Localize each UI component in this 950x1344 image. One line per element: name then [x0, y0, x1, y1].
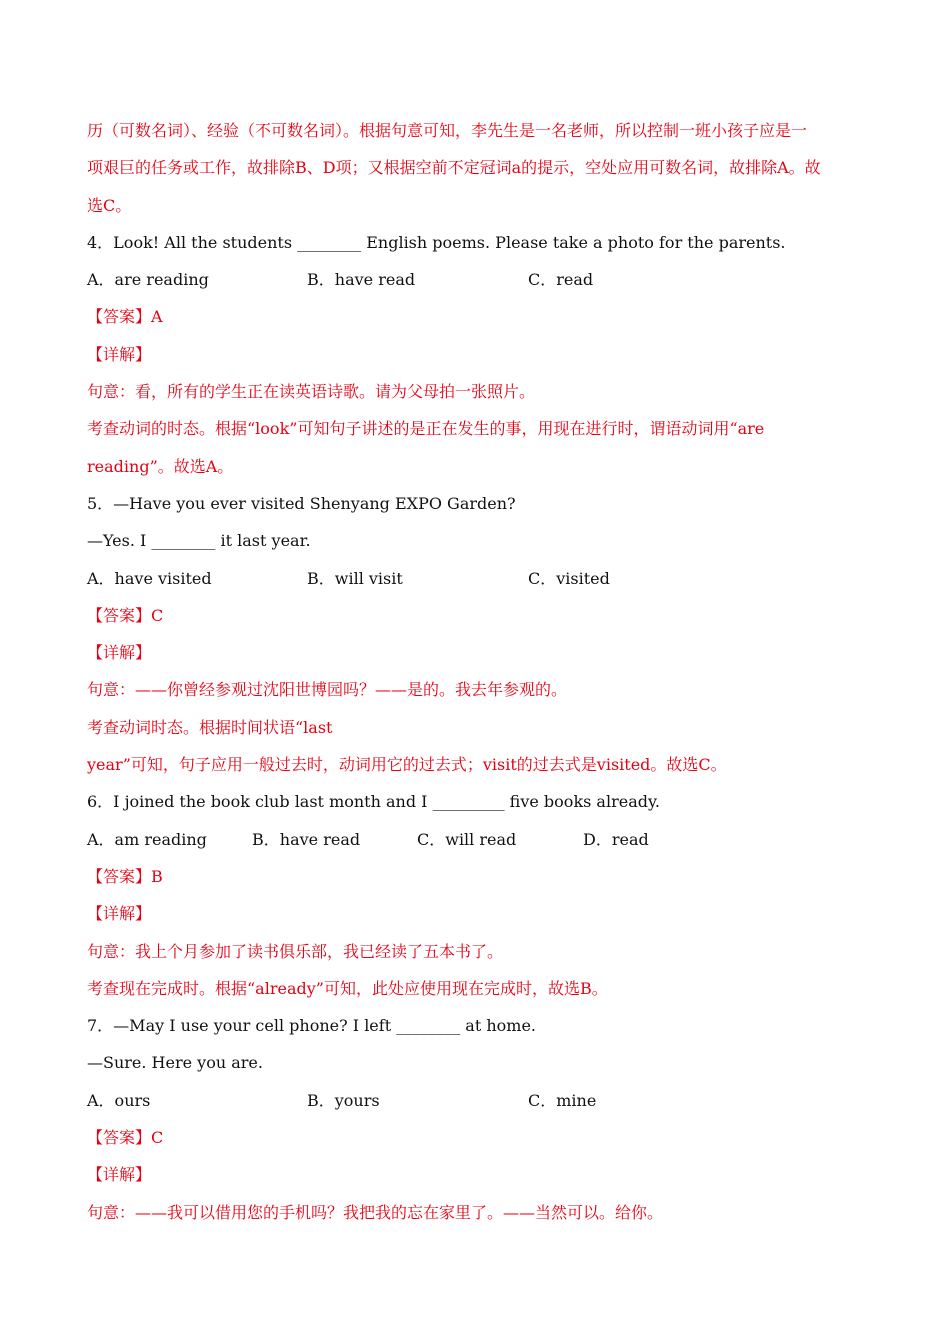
detail-label: 【详解】 — [87, 904, 152, 924]
option-b: B．yours — [307, 1090, 380, 1110]
analysis-text: 考查动词时态。根据时间状语“last — [87, 717, 333, 737]
option-d: D．read — [583, 829, 649, 849]
option-a: A．have visited — [87, 568, 212, 588]
sentence-meaning: 句意：我上个月参加了读书俱乐部，我已经读了五本书了。 — [87, 941, 504, 961]
sentence-meaning: 句意：看，所有的学生正在读英语诗歌。请为父母拍一张照片。 — [87, 382, 536, 402]
answer-label: 【答案】A — [87, 307, 163, 327]
analysis-text: reading”。故选A。 — [87, 456, 234, 476]
answer-label: 【答案】C — [87, 1128, 164, 1148]
question-7-options — [87, 1082, 867, 1119]
detail-label: 【详解】 — [87, 1165, 152, 1185]
option-b: B．have read — [252, 829, 361, 849]
option-a: A．are reading — [87, 270, 209, 290]
question-5-options — [87, 560, 867, 597]
option-c: C．will read — [417, 829, 517, 849]
option-c: C．visited — [528, 568, 610, 588]
option-b: B．will visit — [307, 568, 403, 588]
question-5-stem: 5．—Have you ever visited Shenyang EXPO Garden? — [87, 493, 516, 513]
analysis-text: year”可知，句子应用一般过去时，动词用它的过去式；visit的过去式是visited。故选C。 — [87, 755, 727, 775]
question-6-options — [87, 821, 867, 858]
explanation-line: 项艰巨的任务或工作，故排除B、D项；又根据空前不定冠词a的提示，空处应用可数名词，故排除A。故 — [87, 158, 821, 178]
sentence-meaning: 句意：——你曾经参观过沈阳世博园吗？——是的。我去年参观的。 — [87, 680, 568, 700]
option-a: A．ours — [87, 1090, 151, 1110]
option-a: A．am reading — [87, 829, 207, 849]
explanation-line: 历（可数名词）、经验（不可数名词）。根据句意可知，李先生是一名老师，所以控制一班小孩子应是一 — [87, 121, 808, 140]
answer-label: 【答案】C — [87, 605, 164, 625]
answer-label: 【答案】B — [87, 866, 163, 886]
question-6-stem: 6．I joined the book club last month and I _________ five books already. — [87, 792, 660, 812]
detail-label: 【详解】 — [87, 643, 152, 663]
option-c: C．mine — [528, 1090, 597, 1110]
option-c: C．read — [528, 270, 594, 290]
question-4-stem: 4．Look! All the students ________ English poems. Please take a photo for the parents. — [87, 232, 786, 252]
document-page — [87, 112, 867, 1231]
analysis-text: 考查动词的时态。根据“look”可知句子讲述的是正在发生的事，用现在进行时，谓语动词用“are — [87, 419, 765, 439]
question-7-stem: —Sure. Here you are. — [87, 1053, 263, 1073]
question-7-stem: 7．—May I use your cell phone? I left ________ at home. — [87, 1016, 537, 1036]
question-5-stem: —Yes. I ________ it last year. — [87, 531, 311, 551]
detail-label: 【详解】 — [87, 344, 152, 364]
sentence-meaning: 句意：——我可以借用您的手机吗？我把我的忘在家里了。——当然可以。给你。 — [87, 1202, 664, 1222]
explanation-line: 选C。 — [87, 195, 132, 215]
option-b: B．have read — [307, 270, 416, 290]
analysis-text: 考查现在完成时。根据“already”可知，此处应使用现在完成时，故选B。 — [87, 978, 608, 998]
question-4-options — [87, 261, 867, 298]
